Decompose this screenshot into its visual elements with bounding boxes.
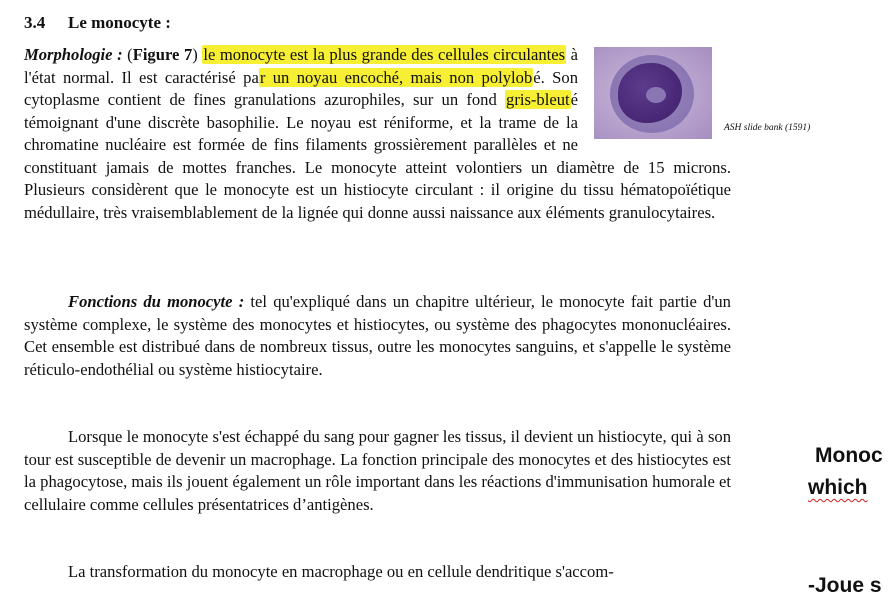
morphology-label: Morphologie :	[24, 45, 123, 64]
highlight-1: le monocyte est la plus grande des cellules circulantes	[203, 45, 566, 64]
highlight-2: r un noyau encoché, mais non polylob	[259, 67, 533, 87]
morphology-paragraph: ASH slide bank (1591) Morphologie : (Figure 7) le monocyte est la plus grande des cellules circulantes à l'état normal. Il est caractérisé par un noyau encoché, mais non polylobé. Son cytoplasme contient de fines granulations azurophiles, sur un fond gris-bleuté témoignant d'une discrète basophilie. Le noyau est réniforme, et la trame de la chromatine nucléaire est formée de fins filaments grossièrement parallèles et ne constituant jamais de mottes franches. Le monocyte atteint volontiers un diamètre de 15 microns. Plusieurs considèrent que le monocyte est un histiocyte circulant : il origine du tissu hématopoïétique médullaire, très vraisemblablement de la lignée qui donne aussi naissance aux éléments granulocytaires.	[24, 44, 731, 224]
monocyte-micrograph	[594, 47, 712, 139]
figure-caption: ASH slide bank (1591)	[724, 123, 811, 133]
paragraph-3: Lorsque le monocyte s'est échappé du sang pour gagner les tissus, il devient un histiocyte, qui à son tour est susceptible de devenir un macrophage. La fonction principale des monocytes et des histiocytes est la phagocytose, mais ils jouent également un rôle important dans les réactions d'immunisation humorale et cellulaire comme cellules présentatrices d’antigènes.	[24, 427, 731, 514]
paragraph-4: La transformation du monocyte en macrophage ou en cellule dendritique s'accom-	[68, 562, 614, 581]
side-text-line-1: Monoc	[815, 444, 883, 467]
section-title: Le monocyte :	[68, 13, 171, 32]
figure-reference: Figure 7	[132, 45, 193, 64]
section-heading	[24, 12, 171, 34]
monocyte-figure	[594, 47, 811, 141]
side-text-line-3: -Joue s	[808, 574, 882, 597]
functions-label: Fonctions du monocyte :	[68, 292, 245, 311]
section-number: 3.4	[24, 13, 46, 32]
side-text-line-2: which	[808, 476, 868, 499]
functions-paragraph: Fonctions du monocyte : tel qu'expliqué dans un chapitre ultérieur, le monocyte fait partie d'un système complexe, le système des monocytes et histiocytes, ou système des phagocytes mononucléaires. Cet ensemble est distribué dans de nombreux tissus, outre les monocytes sanguins, et s'appelle le système réticulo-endothélial ou système histiocytaire.	[24, 292, 731, 379]
highlight-3: gris-bleut	[506, 90, 570, 109]
